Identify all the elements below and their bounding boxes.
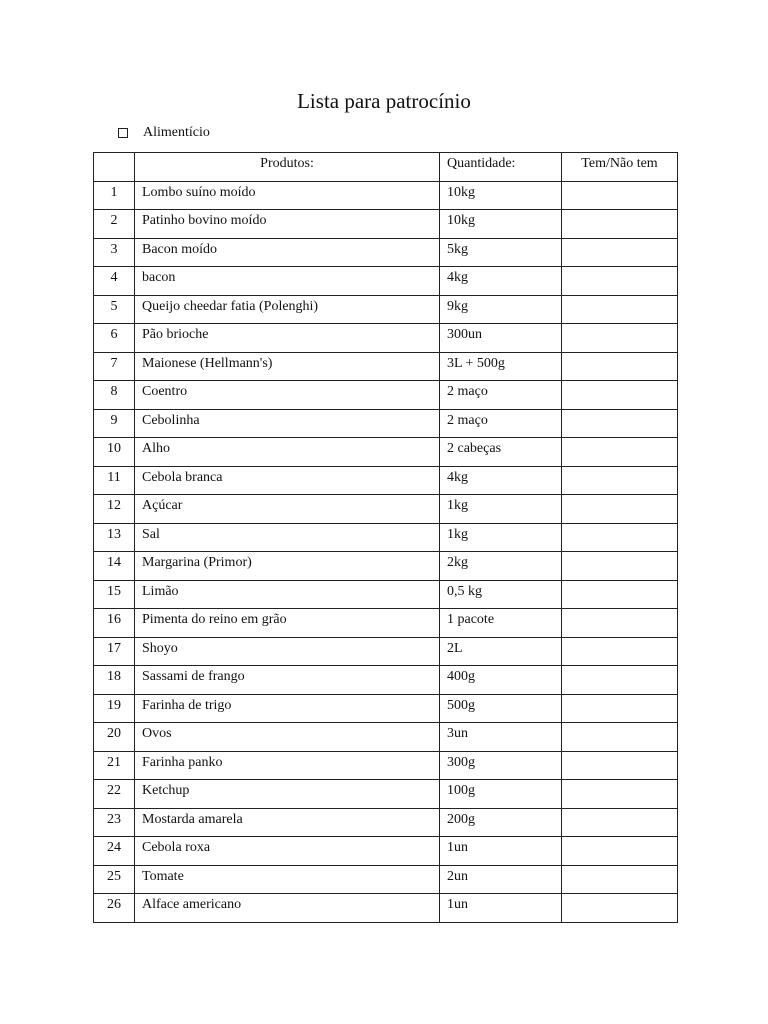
product-cell: bacon <box>135 267 440 296</box>
row-number-cell: 5 <box>94 295 135 324</box>
product-cell: Cebola branca <box>135 466 440 495</box>
row-number-cell: 17 <box>94 637 135 666</box>
quantity-cell: 1un <box>440 894 562 923</box>
product-cell: Pão brioche <box>135 324 440 353</box>
table-row <box>94 694 678 723</box>
quantity-cell: 2un <box>440 865 562 894</box>
row-number-cell: 8 <box>94 381 135 410</box>
table-row <box>94 580 678 609</box>
row-number-cell: 15 <box>94 580 135 609</box>
row-number-cell: 2 <box>94 210 135 239</box>
availability-cell <box>562 666 678 695</box>
table-row <box>94 894 678 923</box>
row-number-cell: 26 <box>94 894 135 923</box>
section-label: Alimentício <box>143 125 210 140</box>
quantity-cell: 10kg <box>440 210 562 239</box>
row-number-cell: 12 <box>94 495 135 524</box>
product-cell: Bacon moído <box>135 238 440 267</box>
product-cell: Alho <box>135 438 440 467</box>
availability-cell <box>562 609 678 638</box>
quantity-cell: 1kg <box>440 495 562 524</box>
section-header <box>118 123 210 143</box>
table-header-row <box>94 153 678 182</box>
table-row <box>94 865 678 894</box>
row-number-cell: 4 <box>94 267 135 296</box>
table-row <box>94 523 678 552</box>
availability-cell <box>562 780 678 809</box>
header-product: Produtos: <box>135 153 440 182</box>
quantity-cell: 200g <box>440 808 562 837</box>
row-number-cell: 23 <box>94 808 135 837</box>
table-row <box>94 751 678 780</box>
quantity-cell: 300un <box>440 324 562 353</box>
product-cell: Ketchup <box>135 780 440 809</box>
quantity-cell: 3L + 500g <box>440 352 562 381</box>
quantity-cell: 2kg <box>440 552 562 581</box>
availability-cell <box>562 751 678 780</box>
table-row <box>94 352 678 381</box>
quantity-cell: 3un <box>440 723 562 752</box>
table-row <box>94 723 678 752</box>
quantity-cell: 500g <box>440 694 562 723</box>
product-cell: Alface americano <box>135 894 440 923</box>
availability-cell <box>562 723 678 752</box>
row-number-cell: 11 <box>94 466 135 495</box>
product-cell: Mostarda amarela <box>135 808 440 837</box>
availability-cell <box>562 552 678 581</box>
product-cell: Sassami de frango <box>135 666 440 695</box>
quantity-cell: 1un <box>440 837 562 866</box>
header-quantity: Quantidade: <box>440 153 562 182</box>
product-cell: Limão <box>135 580 440 609</box>
table-row <box>94 666 678 695</box>
quantity-cell: 100g <box>440 780 562 809</box>
quantity-cell: 4kg <box>440 466 562 495</box>
table-row <box>94 552 678 581</box>
table-row <box>94 609 678 638</box>
table-row <box>94 637 678 666</box>
product-cell: Ovos <box>135 723 440 752</box>
product-cell: Sal <box>135 523 440 552</box>
table-row <box>94 466 678 495</box>
row-number-cell: 24 <box>94 837 135 866</box>
row-number-cell: 9 <box>94 409 135 438</box>
row-number-cell: 3 <box>94 238 135 267</box>
row-number-cell: 20 <box>94 723 135 752</box>
product-cell: Pimenta do reino em grão <box>135 609 440 638</box>
quantity-cell: 5kg <box>440 238 562 267</box>
checkbox-icon <box>118 128 128 138</box>
row-number-cell: 16 <box>94 609 135 638</box>
quantity-cell: 400g <box>440 666 562 695</box>
row-number-cell: 18 <box>94 666 135 695</box>
availability-cell <box>562 580 678 609</box>
product-cell: Farinha panko <box>135 751 440 780</box>
row-number-cell: 21 <box>94 751 135 780</box>
availability-cell <box>562 352 678 381</box>
availability-cell <box>562 324 678 353</box>
row-number-cell: 22 <box>94 780 135 809</box>
table-row <box>94 210 678 239</box>
quantity-cell: 9kg <box>440 295 562 324</box>
availability-cell <box>562 181 678 210</box>
availability-cell <box>562 210 678 239</box>
quantity-cell: 2 maço <box>440 409 562 438</box>
product-cell: Açúcar <box>135 495 440 524</box>
availability-cell <box>562 267 678 296</box>
products-table <box>93 152 678 923</box>
row-number-cell: 19 <box>94 694 135 723</box>
header-availability: Tem/Não tem <box>562 153 678 182</box>
product-cell: Coentro <box>135 381 440 410</box>
table-row <box>94 295 678 324</box>
product-cell: Patinho bovino moído <box>135 210 440 239</box>
availability-cell <box>562 295 678 324</box>
page-title: Lista para patrocínio <box>297 89 471 113</box>
quantity-cell: 2 cabeças <box>440 438 562 467</box>
product-cell: Shoyo <box>135 637 440 666</box>
row-number-cell: 1 <box>94 181 135 210</box>
quantity-cell: 2 maço <box>440 381 562 410</box>
row-number-cell: 6 <box>94 324 135 353</box>
availability-cell <box>562 865 678 894</box>
table-row <box>94 267 678 296</box>
product-cell: Queijo cheedar fatia (Polenghi) <box>135 295 440 324</box>
product-cell: Maionese (Hellmann's) <box>135 352 440 381</box>
product-cell: Tomate <box>135 865 440 894</box>
table-row <box>94 238 678 267</box>
availability-cell <box>562 495 678 524</box>
table-row <box>94 780 678 809</box>
product-cell: Farinha de trigo <box>135 694 440 723</box>
availability-cell <box>562 438 678 467</box>
table-row <box>94 409 678 438</box>
table-row <box>94 837 678 866</box>
row-number-cell: 13 <box>94 523 135 552</box>
row-number-cell: 14 <box>94 552 135 581</box>
header-number <box>94 153 135 182</box>
table-row <box>94 495 678 524</box>
availability-cell <box>562 894 678 923</box>
row-number-cell: 25 <box>94 865 135 894</box>
availability-cell <box>562 837 678 866</box>
quantity-cell: 1kg <box>440 523 562 552</box>
availability-cell <box>562 523 678 552</box>
availability-cell <box>562 381 678 410</box>
table-row <box>94 181 678 210</box>
table-row <box>94 438 678 467</box>
availability-cell <box>562 694 678 723</box>
availability-cell <box>562 808 678 837</box>
table-row <box>94 808 678 837</box>
availability-cell <box>562 637 678 666</box>
product-cell: Cebola roxa <box>135 837 440 866</box>
quantity-cell: 10kg <box>440 181 562 210</box>
quantity-cell: 0,5 kg <box>440 580 562 609</box>
table-row <box>94 381 678 410</box>
quantity-cell: 1 pacote <box>440 609 562 638</box>
row-number-cell: 7 <box>94 352 135 381</box>
row-number-cell: 10 <box>94 438 135 467</box>
availability-cell <box>562 409 678 438</box>
quantity-cell: 2L <box>440 637 562 666</box>
product-cell: Cebolinha <box>135 409 440 438</box>
product-cell: Lombo suíno moído <box>135 181 440 210</box>
quantity-cell: 300g <box>440 751 562 780</box>
availability-cell <box>562 238 678 267</box>
product-cell: Margarina (Primor) <box>135 552 440 581</box>
quantity-cell: 4kg <box>440 267 562 296</box>
table-row <box>94 324 678 353</box>
availability-cell <box>562 466 678 495</box>
